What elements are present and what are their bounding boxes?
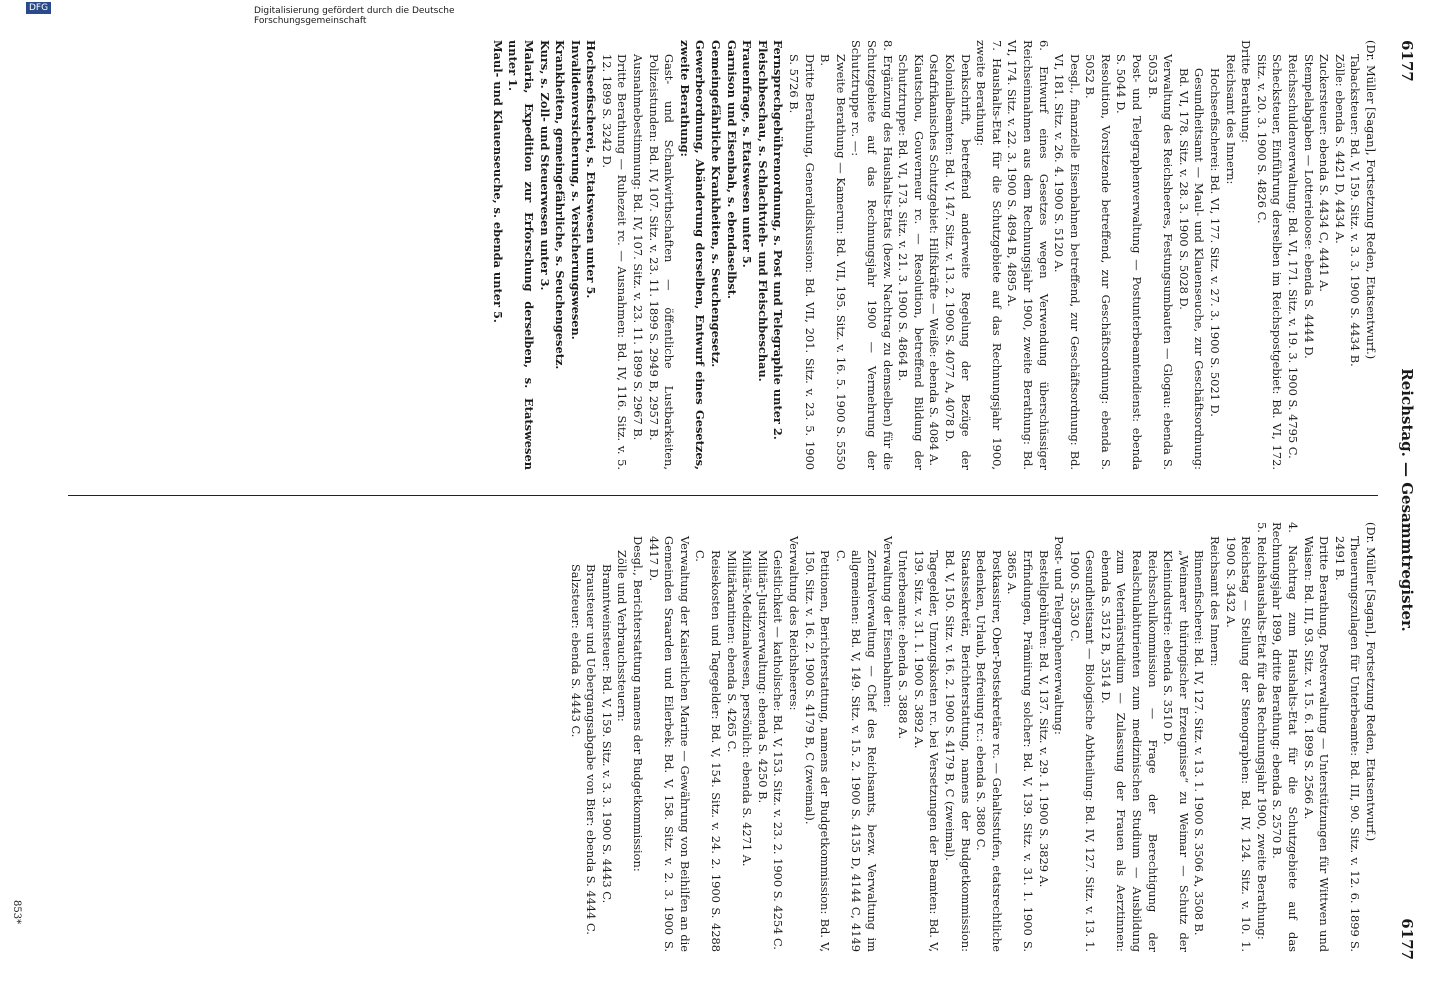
index-entry: Invalidenversicherung, s. Versicherungswesen. xyxy=(568,40,583,340)
index-entry: Post- und Telegraphenverwaltung — Postunterbeamtendienst: ebenda S. 5044 D. xyxy=(1114,54,1145,470)
index-entry: Fleischbeschau, s. Schlachtvieh- und Fleischbeschau. xyxy=(755,40,770,382)
index-entry: Dritte Berathung: xyxy=(1239,40,1254,143)
running-title: Reichstag. — Gesammtregister. xyxy=(1398,368,1416,632)
page-number-right: 6177 xyxy=(1398,918,1416,960)
index-entry: 5. Reichshaushalts-Etat für das Rechnungsjahr 1900, zweite Berathung: xyxy=(1254,522,1269,940)
index-entry: Denkschrift, betreffend anderweite Regelung der Bezüge der Kolonialbeamten: Bd. V, 147. Sitz. v. 13. 2. 1900 S. 4077 A, 4078 D. xyxy=(942,54,973,470)
index-entry: Reisekosten und Tagegelder: Bd. V, 154. Sitz. v. 24. 2. 1900 S. 4288 C. xyxy=(693,550,724,952)
index-entry: Theuerungszulagen für Unterbeamte: Bd. III, 90. Sitz. v. 12. 6. 1899 S. 2491 B. xyxy=(1332,536,1363,952)
index-entry: Zölle und Verbrauchssteuern: xyxy=(615,550,630,722)
index-entry: Desgl., finanzielle Eisenbahnen betreffend, zur Geschäftsordnung: Bd. VI, 181. Sitz. v. 26. 4. 1900 S. 5120 A. xyxy=(1052,54,1082,470)
page-header xyxy=(1390,40,1416,960)
index-entry: Dritte Berathung — Ruhezeit rc. — Ausnahmen: Bd. IV, 116. Sitz. v. 5. 12. 1899 S. 3242 D. xyxy=(599,54,630,470)
index-entry: Hochseefischerei, s. Etatswesen unter 5. xyxy=(584,40,599,299)
index-entry: 6. Entwurf eines Gesetzes wegen Verwendung überschüssiger Reichseinnahmen aus dem Rechnungsjahr 1900, zweite Berathung: Bd. VI, 174. Sitz. v. 22. 3. 1900 S. 4894 B, 4895 A. xyxy=(1005,40,1051,470)
index-entry: Verwaltung des Reichsheeres, Festungsumbauten — Glogau: ebenda S. 5053 B. xyxy=(1145,54,1176,470)
index-entry: (Dr. Müller [Sagan], Fortsetzung Reden, Etatsentwurf.) xyxy=(1364,40,1378,360)
index-entry: Maul- und Klauenseuche, s. ebenda unter 5. xyxy=(490,40,505,323)
index-entry: Zentralverwaltung — Chef des Reichsamts, bezw. Verwaltung im allgemeinen: Bd. V, 149. Sitz. v. 15. 2. 1900 S. 4135 D, 4144 C, 4149 C. xyxy=(833,550,879,952)
index-entry: Postkassirer, Ober-Postsekretäre rc. — Gehaltsstufen, etatsrechtliche Bedenken, Urlaub, Befreiung rc.: ebenda S. 3880 C. xyxy=(974,550,1004,952)
column-left xyxy=(489,40,1378,470)
index-entry: Verwaltung der Eisenbahnen: xyxy=(880,536,895,708)
index-entry: „Weimarer thüringischer Erzeugnisse“ zu Weimar — Schutz der Kleinindustrie: ebenda S. 3510 D. xyxy=(1161,550,1191,952)
index-entry: Reichsamt des Innern: xyxy=(1208,536,1223,667)
column-divider xyxy=(68,495,1378,496)
index-entry: Zweite Berathung — Kamerun: Bd. VII, 195. Sitz. v. 16. 5. 1900 S. 5550 B. xyxy=(818,54,848,470)
index-entry: Ausnahmebestimmung: Bd. IV, 107. Sitz. v. 23. 11. 1899 S. 2967 B. xyxy=(631,54,646,441)
index-entry: Verwaltung des Reichsheeres: xyxy=(787,536,802,711)
index-entry: Desgl., Berichterstattung namens der Budgetkommission: xyxy=(631,536,646,872)
index-entry: Gewerbeordnung, Abänderung derselben, Entwurf eines Gesetzes, zweite Berathung: xyxy=(677,40,708,470)
index-entry: Zölle: ebenda S. 4421 D, 4434 A. xyxy=(1332,54,1347,244)
index-entry: Krankheiten, gemeingefährliche, s. Seuchengesetz. xyxy=(553,40,568,370)
index-entry: Zuckersteuer: ebenda S. 4434 C, 4441 A. xyxy=(1317,54,1332,292)
index-entry: Dritte Berathung, Postverwaltung — Unterstützungen für Wittwen und Waisen: Bd. III, 93. Sitz. v. 15. 6. 1899 S. 2566 A. xyxy=(1301,536,1332,952)
digitization-note: Digitalisierung gefördert durch die Deutsche Forschungsgemeinschaft xyxy=(254,6,455,26)
index-entry: Reichsschuldenverwaltung: Bd. VI, 171. Sitz. v. 19. 3. 1900 S. 4795 C. xyxy=(1286,54,1301,459)
index-entry: Tagegelder, Umzugskosten rc. bei Versetzungen der Beamten: Bd. V, 139. Sitz. v. 31. 1. 1900 S. 3892 A. xyxy=(911,550,942,952)
index-entry: Garnison und Eisenbah, s. ebendaselbst. xyxy=(724,40,739,299)
index-entry: Gesundheitsamt — Maul- und Klauenseuche, zur Geschäftsordnung: Bd. VI, 178. Sitz. v. 28. 3. 1900 S. 5028 D. xyxy=(1176,68,1207,470)
index-entry: Malaria, Expedition zur Erforschung derselben, s. Etatswesen unter 1. xyxy=(506,40,536,470)
page-footer-mark: 853* xyxy=(11,900,22,925)
index-entry: Kiautschou, Gouverneur rc. — Resolution, betreffend Bildung der Schutztruppe: Bd. VI, 173. Sitz. v. 21. 3. 1900 S. 4864 B. xyxy=(896,54,926,470)
index-entry: Hochseefischerei: Bd. VI, 177. Sitz. v. 27. 3. 1900 S. 5021 D. xyxy=(1208,68,1223,417)
index-entry: 8. Ergänzung des Haushalts-Etats (bezw. Nachtrag zu demselben) für die Schutzgebiete auf das Rechnungsjahr 1900 — Vermehrung der Schutztruppe rc. —: xyxy=(849,40,895,470)
index-entry: Stempelabgaben — Lotterieloose: ebenda S. 4444 D. xyxy=(1301,54,1316,359)
index-entry: Reichsamt des Innern: xyxy=(1223,54,1238,185)
index-entry: Staatssekretär, Berichterstattung, namens der Budgetkommission: Bd. V, 150. Sitz. v. 16. 2. 1900 S. 4179 B, C (zweimal). xyxy=(942,550,973,952)
index-entry: Post- und Telegraphenverwaltung: xyxy=(1052,536,1067,735)
index-entry: Reichstag — Stellung der Stenographen: Bd. IV, 124. Sitz. v. 10. 1. 1900 S. 3432 A. xyxy=(1223,536,1254,952)
index-entry: Dritte Berathung, Generaldiskussion: Bd. VII, 201. Sitz. v. 23. 5. 1900 S. 5726 B. xyxy=(787,54,817,470)
index-entry: Branntweinsteuer: Bd. V, 159. Sitz. v. 3. 3. 1900 S. 4443 C. xyxy=(599,564,614,904)
index-entry: Schecksteuer, Einführung derselben im Reichspostgebiet: Bd. VI, 172. Sitz. v. 20. 3. 1900 S. 4826 C. xyxy=(1254,54,1285,470)
page-number-left: 6177 xyxy=(1398,40,1416,82)
index-entry: Gast- und Schankwirthschaften — öffentliche Lustbarkeiten, Polizeistunden: Bd. IV, 107. Sitz. v. 23. 11. 1899 S. 2949 B, 2957 B. xyxy=(646,54,677,470)
index-entry: (Dr. Müller [Sagan], Fortsetzung Reden, Etatsentwurf.) xyxy=(1364,522,1378,842)
column-right xyxy=(567,522,1378,952)
index-entry: Militär-Medizinalwesen, persönlich: ebenda S. 4271 A. xyxy=(740,550,755,867)
index-entry: Petitionen, Berichterstattung, namens der Budgetkommission: Bd. V, 150. Sitz. v. 16. 2. 1900 S. 4179 B, C (zweimal). xyxy=(802,550,833,952)
index-entry: Tabacksteuer: Bd. V, 159. Sitz. v. 3. 3. 1900 S. 4434 B. xyxy=(1348,54,1363,367)
dfg-logo: DFG xyxy=(26,2,51,14)
index-entry: Militär-Justizverwaltung: ebenda S. 4250 B. xyxy=(755,550,770,804)
index-entry: Fernsprechgebührenordnung, s. Post und Telegraphie unter 2. xyxy=(771,40,786,440)
index-entry: Salzsteuer: ebenda S. 4443 C. xyxy=(568,564,583,738)
index-entry: Erfindungen, Prämiirung solcher: Bd. V, 139. Sitz. v. 31. 1. 1900 S. 3865 A. xyxy=(1005,550,1035,952)
index-entry: Binnenfischerei: Bd. IV, 127. Sitz. v. 13. 1. 1900 S. 3506 A, 3508 B. xyxy=(1192,550,1207,936)
index-entry: Unterbeamte: ebenda S. 3888 A. xyxy=(896,550,911,740)
index-entry: Geistlichkeit — katholische: Bd. V, 153. Sitz. v. 23. 2. 1900 S. 4254 C. xyxy=(771,550,786,950)
index-entry: 4. Nachtrag zum Haushalts-Etat für die Schutzgebiete auf das Rechnungsjahr 1899, dritte Berathung: ebenda S. 2570 B. xyxy=(1270,522,1301,952)
index-entry: Gesundheitsamt — Biologische Abtheilung: Bd. IV, 127. Sitz. v. 13. 1. 1900 S. 3530 C. xyxy=(1067,550,1098,952)
index-entry: Reichsschulkommission — Frage der Berechtigung der Realschulabiturienten zum medizinischen Studium — Ausbildung zum Veterinärstudium — Zulassung der Frauen als Aerztinnen: ebenda S. 3512 B, 3514 D. xyxy=(1098,550,1160,952)
index-entry: Brausteuer und Uebergangsabgabe von Bier: ebenda S. 4444 C. xyxy=(584,564,599,935)
index-entry: Resolution, Vorsitzende betreffend, zur Geschäftsordnung: ebenda S. 5052 B. xyxy=(1083,54,1113,470)
index-entry: Ostafrikanisches Schutzgebiet: Hilfskräfte — Weiße: ebenda S. 4084 A. xyxy=(927,54,942,466)
index-entry: 7. Haushalts-Etat für die Schutzgebiete auf das Rechnungsjahr 1900, zweite Berathung: xyxy=(974,40,1004,470)
index-entry: Kurs, s. Zoll- und Steuerwesen unter 3. xyxy=(537,40,552,291)
index-entry: Militärkantinen: ebenda S. 4265 C. xyxy=(724,550,739,753)
index-entry: Verwaltung der Kaiserlichen Marine — Gewährung von Beihilfen an die Gemeinden Sraarden und Eilerbek: Bd. V, 158. Sitz. v. 2. 3. 1900 S. 4417 D. xyxy=(646,536,692,952)
index-entry: Frauenfrage, s. Etatswesen unter 5. xyxy=(740,40,755,268)
index-entry: Bestellgebühren: Bd. V, 137. Sitz. v. 29. 1. 1900 S. 3829 A. xyxy=(1036,550,1051,888)
index-entry: Gemeingefährliche Krankheiten, s. Seuchengesetz. xyxy=(709,40,724,368)
